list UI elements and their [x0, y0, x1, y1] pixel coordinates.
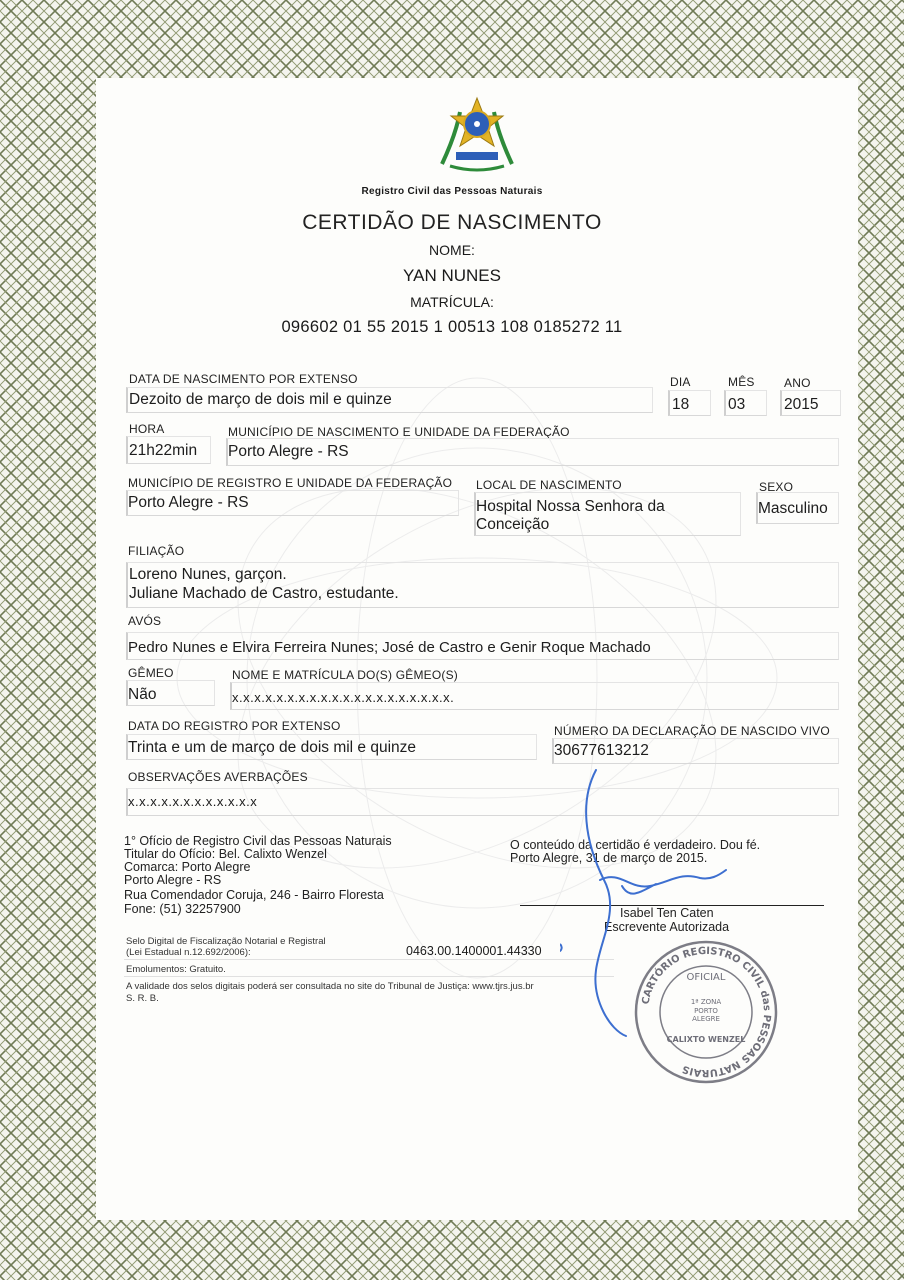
- twin-name-label: NOME E MATRÍCULA DO(S) GÊMEO(S): [232, 668, 458, 682]
- seal-divider-1: [124, 959, 614, 960]
- office-line-4: Porto Alegre - RS: [124, 873, 222, 887]
- dnv-value: 30677613212: [554, 742, 649, 759]
- birth-city-value: Porto Alegre - RS: [228, 443, 349, 460]
- mother-value: Juliane Machado de Castro, estudante.: [129, 585, 399, 602]
- stamp-city-2: ALEGRE: [692, 1015, 720, 1023]
- birth-date-label: DATA DE NASCIMENTO POR EXTENSO: [129, 372, 358, 386]
- month-label: MÊS: [728, 375, 755, 389]
- brazil-coat-of-arms-icon: [436, 94, 518, 174]
- handwritten-signature: [560, 760, 760, 1040]
- office-line-5: Rua Comendador Coruja, 246 - Bairro Floresta: [124, 888, 384, 902]
- name-label: NOME:: [429, 242, 475, 258]
- sex-label: SEXO: [759, 480, 794, 494]
- seal-fees: Emolumentos: Gratuito.: [126, 964, 226, 975]
- stamp-official: OFICIAL: [686, 972, 726, 983]
- registration-date-label: DATA DO REGISTRO POR EXTENSO: [128, 719, 341, 733]
- seal-label-2: (Lei Estadual n.12.692/2006):: [126, 947, 251, 958]
- matricula-label: MATRÍCULA:: [410, 294, 494, 310]
- seal-divider-2: [124, 976, 614, 977]
- registry-city-label: MUNICÍPIO DE REGISTRO E UNIDADE DA FEDERAÇÃO: [128, 476, 453, 490]
- sex-value: Masculino: [758, 500, 828, 517]
- attestation-line-2: Porto Alegre, 31 de março de 2015.: [510, 851, 708, 865]
- stamp-name: CALIXTO WENZEL: [666, 1035, 746, 1044]
- dnv-label: NÚMERO DA DECLARAÇÃO DE NASCIDO VIVO: [554, 724, 830, 738]
- seal-code: 0463.00.1400001.44330: [406, 944, 542, 958]
- birth-place-label: LOCAL DE NASCIMENTO: [476, 478, 622, 492]
- twin-label: GÊMEO: [128, 666, 174, 680]
- birth-place-line2: Conceição: [476, 516, 550, 533]
- grandparents-value: Pedro Nunes e Elvira Ferreira Nunes; José de Castro e Genir Roque Machado: [128, 639, 651, 656]
- seal-label-1: Selo Digital de Fiscalização Notarial e Registral: [126, 936, 326, 947]
- registration-date-text: Trinta e um de março de dois mil e quinze: [128, 739, 417, 756]
- year-value: 2015: [784, 396, 819, 413]
- observations-value: x.x.x.x.x.x.x.x.x.x.x.x: [128, 794, 258, 809]
- observations-label: OBSERVAÇÕES AVERBAÇÕES: [128, 770, 308, 784]
- twin-name-value: x.x.x.x.x.x.x.x.x.x.x.x.x.x.x.x.x.x.x.x.: [232, 690, 455, 705]
- birth-date-text: Dezoito de março de dois mil e quinze: [129, 391, 392, 408]
- time-label: HORA: [129, 422, 165, 436]
- person-name: YAN NUNES: [403, 266, 501, 285]
- page-title: CERTIDÃO DE NASCIMENTO: [302, 211, 602, 234]
- birth-city-label: MUNICÍPIO DE NASCIMENTO E UNIDADE DA FEDERAÇÃO: [228, 425, 570, 439]
- signer-role: Escrevente Autorizada: [604, 920, 730, 934]
- seal-initials: S. R. B.: [126, 993, 159, 1004]
- grandparents-label: AVÓS: [128, 614, 162, 628]
- stamp-zone: 1ª ZONA: [690, 998, 722, 1006]
- twin-value: Não: [128, 686, 157, 703]
- filiation-label: FILIAÇÃO: [128, 544, 185, 558]
- office-line-6: Fone: (51) 32257900: [124, 902, 241, 916]
- office-line-1: 1° Ofício de Registro Civil das Pessoas Naturais: [124, 834, 392, 848]
- year-label: ANO: [784, 376, 811, 390]
- matricula-number: 096602 01 55 2015 1 00513 108 0185272 11: [281, 318, 623, 336]
- day-value: 18: [672, 396, 690, 413]
- seal-validity: A validade dos selos digitais poderá ser consultada no site do Tribunal de Justiça: www.tjrs.jus.br: [126, 981, 534, 992]
- father-value: Loreno Nunes, garçon.: [129, 566, 287, 583]
- office-line-2: Titular do Ofício: Bel. Calixto Wenzel: [124, 847, 327, 861]
- day-label: DIA: [670, 375, 691, 389]
- birth-place-line1: Hospital Nossa Senhora da: [476, 498, 665, 515]
- attestation-line-1: O conteúdo da certidão é verdadeiro. Dou fé.: [510, 838, 761, 852]
- registry-city-value: Porto Alegre - RS: [128, 494, 249, 511]
- time-value: 21h22min: [129, 442, 198, 459]
- office-line-3: Comarca: Porto Alegre: [124, 860, 251, 874]
- registry-heading: Registro Civil das Pessoas Naturais: [361, 186, 543, 197]
- signer-name: Isabel Ten Caten: [620, 906, 714, 920]
- stamp-city-1: PORTO: [694, 1007, 718, 1015]
- month-value: 03: [728, 396, 746, 413]
- stamp-ring-text: CARTÓRIO REGISTRO CIVIL das PESSOAS NATURAIS: [640, 945, 773, 1079]
